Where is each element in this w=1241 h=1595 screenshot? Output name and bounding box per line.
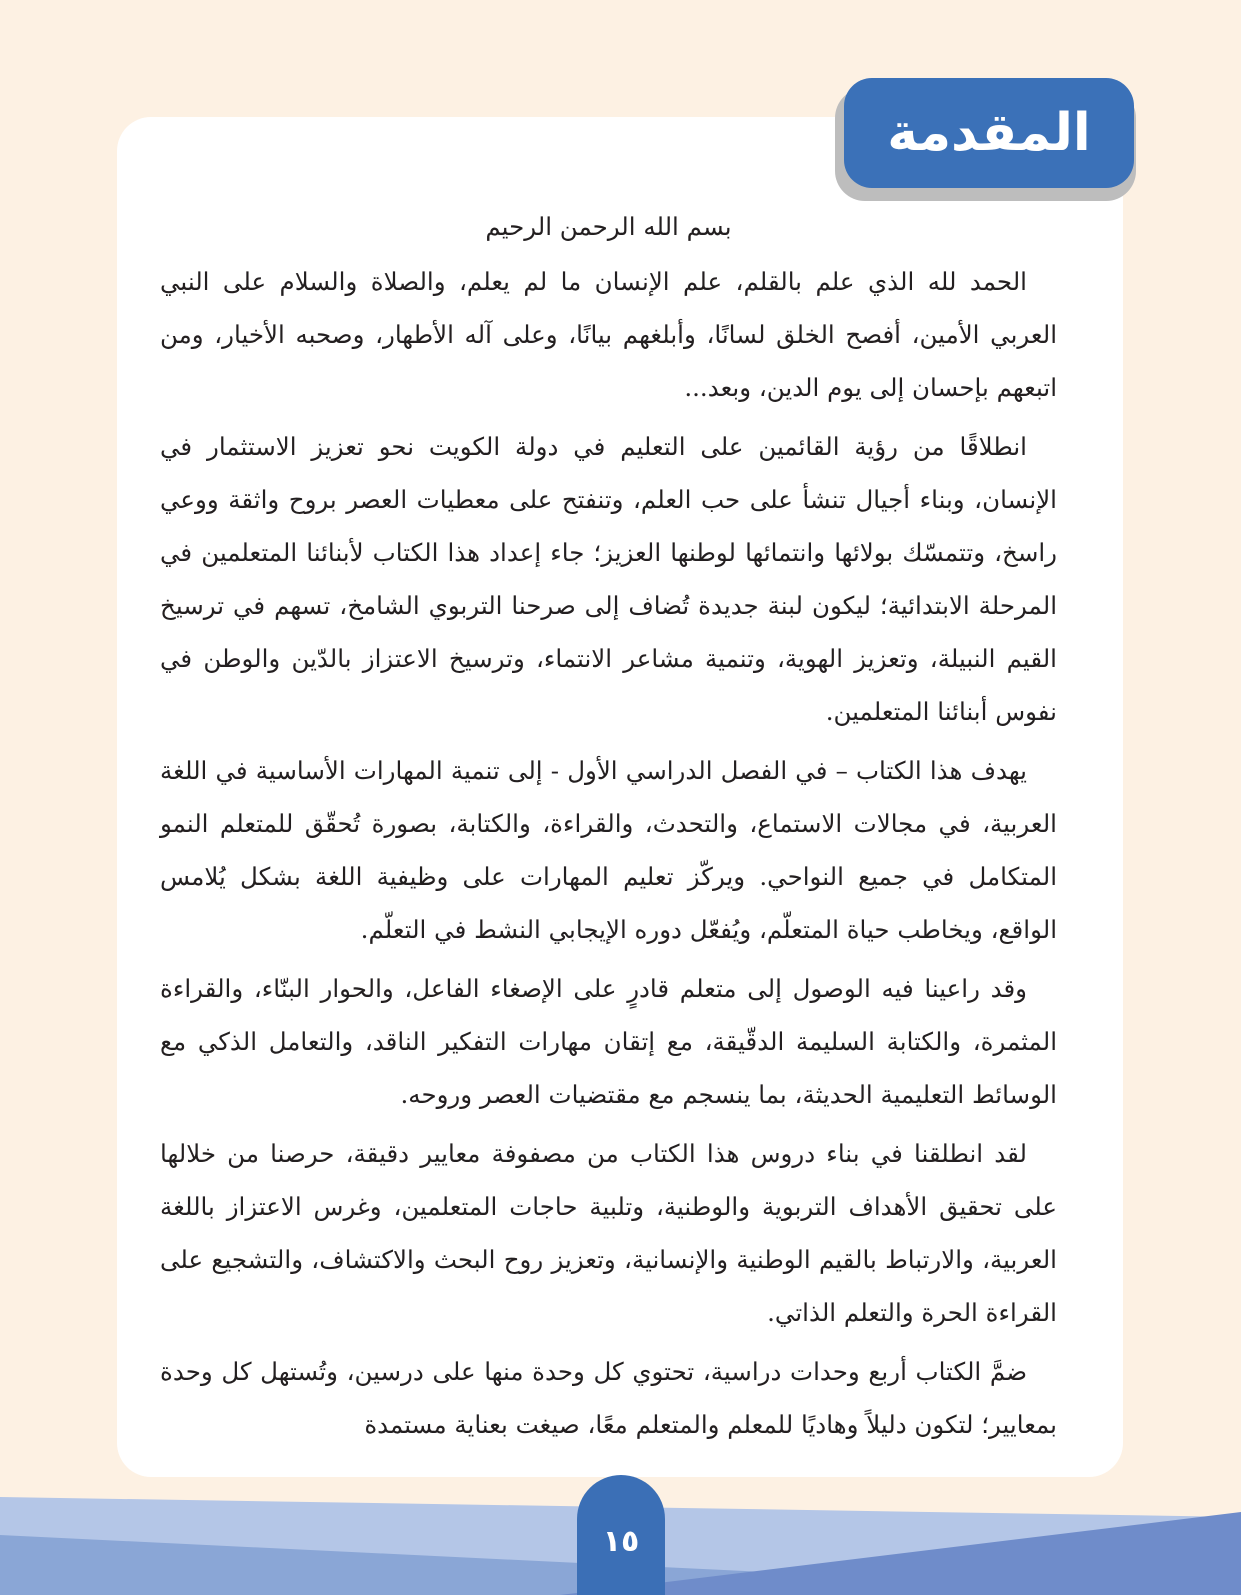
- paragraph-6: ضمَّ الكتاب أربع وحدات دراسية، تحتوي كل وحدة منها على درسين، وتُستهل كل وحدة بمعايير؛ لتكون دليلاً وهاديًا للمعلم والمتعلم معًا، صيغت بعناية مستمدة: [160, 1357, 1057, 1439]
- paragraph-2: انطلاقًا من رؤية القائمين على التعليم في دولة الكويت نحو تعزيز الاستثمار في الإنسان، وبناء أجيال تنشأ على حب العلم، وتنفتح على معطيات العصر بروح واثقة ووعي راسخ، وتتمسّك بولائها وانتمائها لوطنها العزيز؛ جاء إعداد هذا الكتاب لأبنائنا المتعلمين في المرحلة الابتدائية؛ ليكون لبنة جديدة تُضاف إلى صرحنا التربوي الشامخ، تسهم في ترسيخ القيم النبيلة، وتعزيز الهوية، وتنمية مشاعر الانتماء، وترسيخ الاعتزاز بالدّين والوطن في نفوس أبنائنا المتعلمين.: [160, 432, 1057, 726]
- title-tab: [844, 78, 1134, 188]
- page-number-badge: [577, 1475, 665, 1595]
- page-number: ١٥: [602, 1523, 640, 1559]
- basmala: بسم الله الرحمن الرحيم: [485, 212, 732, 241]
- page-title: المقدمة: [887, 103, 1091, 163]
- paragraph-5: لقد انطلقنا في بناء دروس هذا الكتاب من مصفوفة معايير دقيقة، حرصنا من خلالها على تحقيق الأهداف التربوية والوطنية، وتلبية حاجات المتعلمين، وغرس الاعتزاز باللغة العربية، والارتباط بالقيم الوطنية والإنسانية، وتعزيز روح البحث والاكتشاف، والتشجيع على القراءة الحرة والتعلم الذاتي.: [160, 1139, 1057, 1327]
- paragraph-3: يهدف هذا الكتاب – في الفصل الدراسي الأول - إلى تنمية المهارات الأساسية في اللغة العربية، في مجالات الاستماع، والتحدث، والقراءة، والكتابة، بصورة تُحقّق للمتعلم النمو المتكامل في جميع النواحي. ويركّز تعليم المهارات على وظيفية اللغة بشكل يُلامس الواقع، ويخاطب حياة المتعلّم، ويُفعّل دوره الإيجابي النشط في التعلّم.: [160, 756, 1057, 944]
- text-body: [160, 200, 1057, 1457]
- paragraph-4: وقد راعينا فيه الوصول إلى متعلم قادرٍ على الإصغاء الفاعل، والحوار البنّاء، والقراءة المثمرة، والكتابة السليمة الدقّيقة، مع إتقان مهارات التفكير الناقد، والتعامل الذكي مع الوسائط التعليمية الحديثة، بما ينسجم مع مقتضيات العصر وروحه.: [160, 974, 1057, 1109]
- paragraph-1: الحمد لله الذي علم بالقلم، علم الإنسان ما لم يعلم، والصلاة والسلام على النبي العربي الأمين، أفصح الخلق لسانًا، وأبلغهم بيانًا، وعلى آله الأطهار، وصحبه الأخيار، ومن اتبعهم بإحسان إلى يوم الدين، وبعد...: [160, 267, 1057, 402]
